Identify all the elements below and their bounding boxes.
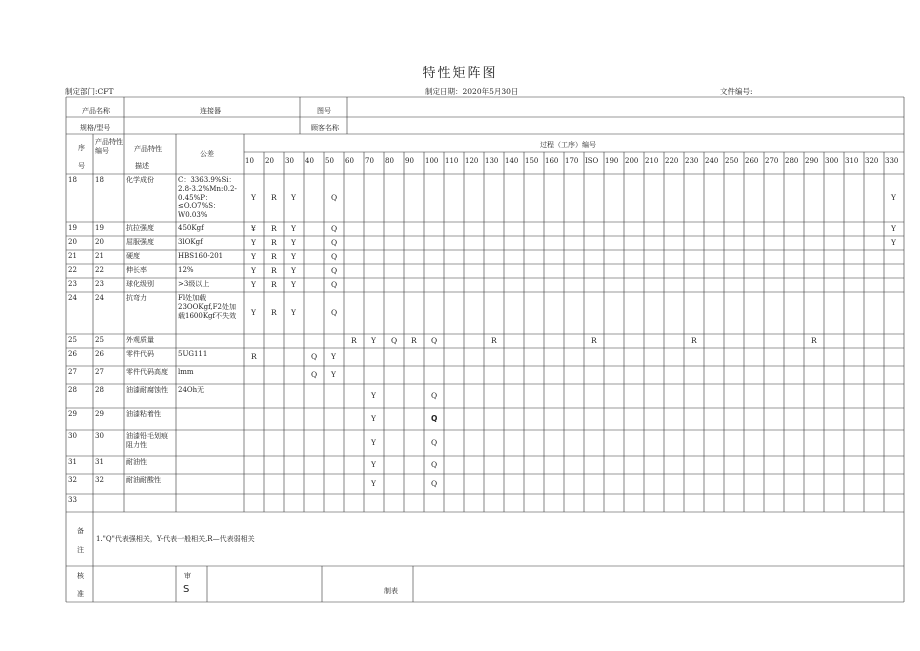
char-desc-label-bottom: 描述 bbox=[135, 162, 149, 170]
row-char-desc: 球化级别 bbox=[126, 280, 154, 288]
row-char-no: 24 bbox=[95, 294, 104, 302]
correlation-mark: Y bbox=[331, 370, 336, 379]
row-seq: 30 bbox=[68, 432, 77, 440]
process-number: 280 bbox=[785, 157, 799, 165]
row-tolerance: HBS160-201 bbox=[178, 252, 224, 260]
row-seq: 21 bbox=[68, 252, 77, 260]
process-number: 210 bbox=[645, 157, 659, 165]
row-seq: 31 bbox=[68, 458, 77, 466]
row-char-desc: 零件代码高度 bbox=[126, 368, 168, 376]
process-number: 90 bbox=[405, 157, 414, 165]
process-number: 130 bbox=[485, 157, 499, 165]
row-tolerance: 450Kgf bbox=[178, 224, 204, 232]
process-number: 310 bbox=[845, 157, 859, 165]
correlation-mark: Y bbox=[891, 238, 896, 247]
row-seq: 32 bbox=[68, 476, 77, 484]
process-number: 50 bbox=[325, 157, 334, 165]
correlation-mark: R bbox=[271, 193, 277, 202]
correlation-mark: Y bbox=[291, 224, 296, 233]
row-tolerance: 5UG111 bbox=[178, 350, 208, 358]
char-no-label: 产品特性编号 bbox=[95, 138, 123, 155]
correlation-mark: Y bbox=[331, 352, 336, 361]
row-seq: 25 bbox=[68, 336, 77, 344]
correlation-mark: Q bbox=[431, 479, 438, 488]
correlation-mark: Q bbox=[431, 460, 438, 469]
process-number: 240 bbox=[705, 157, 719, 165]
row-tolerance: lmm bbox=[178, 368, 194, 376]
row-seq: 23 bbox=[68, 280, 77, 288]
correlation-mark: Y bbox=[251, 193, 256, 202]
row-char-no: 22 bbox=[95, 266, 104, 274]
correlation-mark: Q bbox=[331, 308, 338, 317]
row-char-desc: 耐油耐酸性 bbox=[126, 476, 161, 484]
row-char-no: 21 bbox=[95, 252, 104, 260]
row-seq: 26 bbox=[68, 350, 77, 358]
row-char-desc: 零件代码 bbox=[126, 350, 154, 358]
correlation-mark: Y bbox=[371, 479, 376, 488]
row-tolerance: 24Oh无 bbox=[178, 386, 205, 394]
row-seq: 27 bbox=[68, 368, 77, 376]
correlation-mark: R bbox=[691, 336, 697, 345]
correlation-mark: Y bbox=[891, 224, 896, 233]
row-char-desc: 外观质量 bbox=[126, 336, 154, 344]
correlation-mark: R bbox=[591, 336, 597, 345]
doc-no-label: 文件编号: bbox=[720, 87, 753, 96]
correlation-mark: R bbox=[271, 252, 277, 261]
correlation-mark: Q bbox=[331, 224, 338, 233]
process-number: 80 bbox=[385, 157, 394, 165]
product-name-label: 产品名称 bbox=[82, 107, 110, 115]
char-desc-label-top: 产品特性 bbox=[134, 145, 162, 153]
correlation-mark: Y bbox=[291, 308, 296, 317]
correlation-mark: ¥ bbox=[251, 224, 256, 233]
correlation-mark: Y bbox=[891, 193, 896, 202]
row-seq: 19 bbox=[68, 224, 77, 232]
row-seq: 22 bbox=[68, 266, 77, 274]
row-char-no: 27 bbox=[95, 368, 104, 376]
process-number: 330 bbox=[885, 157, 899, 165]
drawing-no-label: 图号 bbox=[317, 107, 331, 115]
process-number: 190 bbox=[605, 157, 619, 165]
row-char-desc: 硬度 bbox=[126, 252, 140, 260]
tolerance-label: 公差 bbox=[200, 150, 214, 158]
correlation-mark: Q bbox=[431, 414, 438, 423]
correlation-mark: Y bbox=[291, 238, 296, 247]
correlation-mark: Y bbox=[251, 308, 256, 317]
correlation-mark: R bbox=[271, 280, 277, 289]
correlation-mark: R bbox=[491, 336, 497, 345]
row-char-desc: 耐油性 bbox=[126, 458, 147, 466]
correlation-mark: Q bbox=[311, 352, 318, 361]
correlation-mark: R bbox=[811, 336, 817, 345]
prepared-label: 制表 bbox=[384, 587, 398, 595]
correlation-mark: Y bbox=[371, 438, 376, 447]
correlation-mark: Y bbox=[251, 252, 256, 261]
process-number: 290 bbox=[805, 157, 819, 165]
row-tolerance: C：3363.9%Si：2.8-3.2%Mn:0.2-0.45%P：≤O.O7%S：W0.03% bbox=[178, 176, 237, 219]
process-number: 200 bbox=[625, 157, 639, 165]
row-char-desc: 油漆粘着性 bbox=[126, 410, 161, 418]
correlation-mark: R bbox=[351, 336, 357, 345]
remarks-text: 1."Q"代表强相关，Y-代表一般相关,R—代表弱相关 bbox=[96, 535, 255, 543]
correlation-mark: Q bbox=[331, 280, 338, 289]
row-char-no: 31 bbox=[95, 458, 104, 466]
row-seq: 20 bbox=[68, 238, 77, 246]
correlation-mark: Y bbox=[291, 193, 296, 202]
date-label: 制定日期：2020年5月30日 bbox=[425, 87, 519, 96]
row-char-no: 28 bbox=[95, 386, 104, 394]
row-char-no: 29 bbox=[95, 410, 104, 418]
correlation-mark: R bbox=[411, 336, 417, 345]
row-char-no: 23 bbox=[95, 280, 104, 288]
row-seq: 28 bbox=[68, 386, 77, 394]
correlation-mark: R bbox=[271, 308, 277, 317]
correlation-mark: Y bbox=[371, 460, 376, 469]
row-seq: 29 bbox=[68, 410, 77, 418]
row-char-desc: 化学成份 bbox=[126, 176, 154, 184]
process-number: 150 bbox=[525, 157, 539, 165]
review-mark: S bbox=[183, 584, 190, 595]
correlation-mark: Y bbox=[291, 252, 296, 261]
process-number: 220 bbox=[665, 157, 679, 165]
process-number: 20 bbox=[265, 157, 274, 165]
page-title: 特性矩阵图 bbox=[422, 66, 498, 81]
review-label: 审 bbox=[184, 572, 191, 580]
process-number: 110 bbox=[445, 157, 459, 165]
dept-label: 制定部门:CFT bbox=[65, 87, 114, 96]
row-tolerance: 3lOKgf bbox=[178, 238, 203, 246]
row-char-desc: 抗弯力 bbox=[126, 294, 147, 302]
process-number: 70 bbox=[365, 157, 374, 165]
correlation-mark: Y bbox=[371, 336, 376, 345]
process-number: 260 bbox=[745, 157, 759, 165]
process-number: 40 bbox=[305, 157, 314, 165]
correlation-mark: Q bbox=[331, 238, 338, 247]
spec-label: 规格/型号 bbox=[80, 124, 111, 132]
correlation-mark: R bbox=[271, 224, 277, 233]
row-char-no: 19 bbox=[95, 224, 104, 232]
correlation-mark: Y bbox=[291, 280, 296, 289]
check-label-top: 核 bbox=[77, 572, 84, 580]
correlation-mark: Q bbox=[331, 193, 338, 202]
process-number: ISO bbox=[585, 157, 599, 165]
row-char-desc: 屈服强度 bbox=[126, 238, 154, 246]
row-tolerance: Fl处加载23OOKgf,F2处加载1600Kgf不失效 bbox=[178, 294, 237, 320]
row-char-no: 26 bbox=[95, 350, 104, 358]
row-char-no: 32 bbox=[95, 476, 104, 484]
row-char-desc: 油漆耐腐蚀性 bbox=[126, 386, 168, 394]
correlation-mark: Q bbox=[431, 336, 438, 345]
row-seq: 24 bbox=[68, 294, 77, 302]
process-number: 120 bbox=[465, 157, 479, 165]
row-char-no: 30 bbox=[95, 432, 104, 440]
process-number: 230 bbox=[685, 157, 699, 165]
correlation-mark: Y bbox=[251, 238, 256, 247]
correlation-mark: Q bbox=[331, 266, 338, 275]
row-seq: 18 bbox=[68, 176, 77, 184]
process-number: 30 bbox=[285, 157, 294, 165]
process-number: 10 bbox=[245, 157, 254, 165]
row-tolerance: 12% bbox=[178, 266, 194, 274]
row-char-desc: 抗拉强度 bbox=[126, 224, 154, 232]
row-seq: 33 bbox=[68, 496, 77, 504]
correlation-mark: R bbox=[271, 266, 277, 275]
check-label-bottom: 准 bbox=[77, 590, 84, 598]
correlation-mark: Y bbox=[251, 266, 256, 275]
process-number: 60 bbox=[345, 157, 354, 165]
correlation-mark: Y bbox=[291, 266, 296, 275]
row-char-no: 25 bbox=[95, 336, 104, 344]
correlation-mark: Q bbox=[431, 391, 438, 400]
correlation-mark: Y bbox=[371, 391, 376, 400]
customer-label: 顾客名称 bbox=[311, 124, 339, 132]
correlation-mark: Y bbox=[251, 280, 256, 289]
process-number: 250 bbox=[725, 157, 739, 165]
product-name-value: 连接器 bbox=[200, 107, 221, 115]
row-tolerance: >3级以上 bbox=[178, 280, 210, 288]
process-number: 100 bbox=[425, 157, 439, 165]
correlation-mark: Q bbox=[311, 370, 318, 379]
remarks-label-bottom: 注 bbox=[77, 546, 84, 554]
row-char-desc: 伸长率 bbox=[126, 266, 147, 274]
remarks-label-top: 备 bbox=[77, 527, 84, 535]
process-label: 过程（工序）编号 bbox=[540, 141, 596, 149]
row-char-no: 18 bbox=[95, 176, 104, 184]
process-number: 170 bbox=[565, 157, 579, 165]
process-number: 160 bbox=[545, 157, 559, 165]
correlation-mark: Y bbox=[371, 414, 376, 423]
process-number: 320 bbox=[865, 157, 879, 165]
row-char-desc: 油漆铅毛划痕阻力性 bbox=[126, 432, 168, 449]
seq-label-top: 序 bbox=[78, 144, 85, 152]
process-number: 300 bbox=[825, 157, 839, 165]
correlation-mark: Q bbox=[331, 252, 338, 261]
correlation-mark: R bbox=[251, 352, 257, 361]
correlation-mark: R bbox=[271, 238, 277, 247]
process-number: 140 bbox=[505, 157, 519, 165]
process-number: 270 bbox=[765, 157, 779, 165]
row-char-no: 20 bbox=[95, 238, 104, 246]
correlation-mark: Q bbox=[431, 438, 438, 447]
seq-label-bottom: 号 bbox=[78, 162, 85, 170]
correlation-mark: Q bbox=[391, 336, 398, 345]
